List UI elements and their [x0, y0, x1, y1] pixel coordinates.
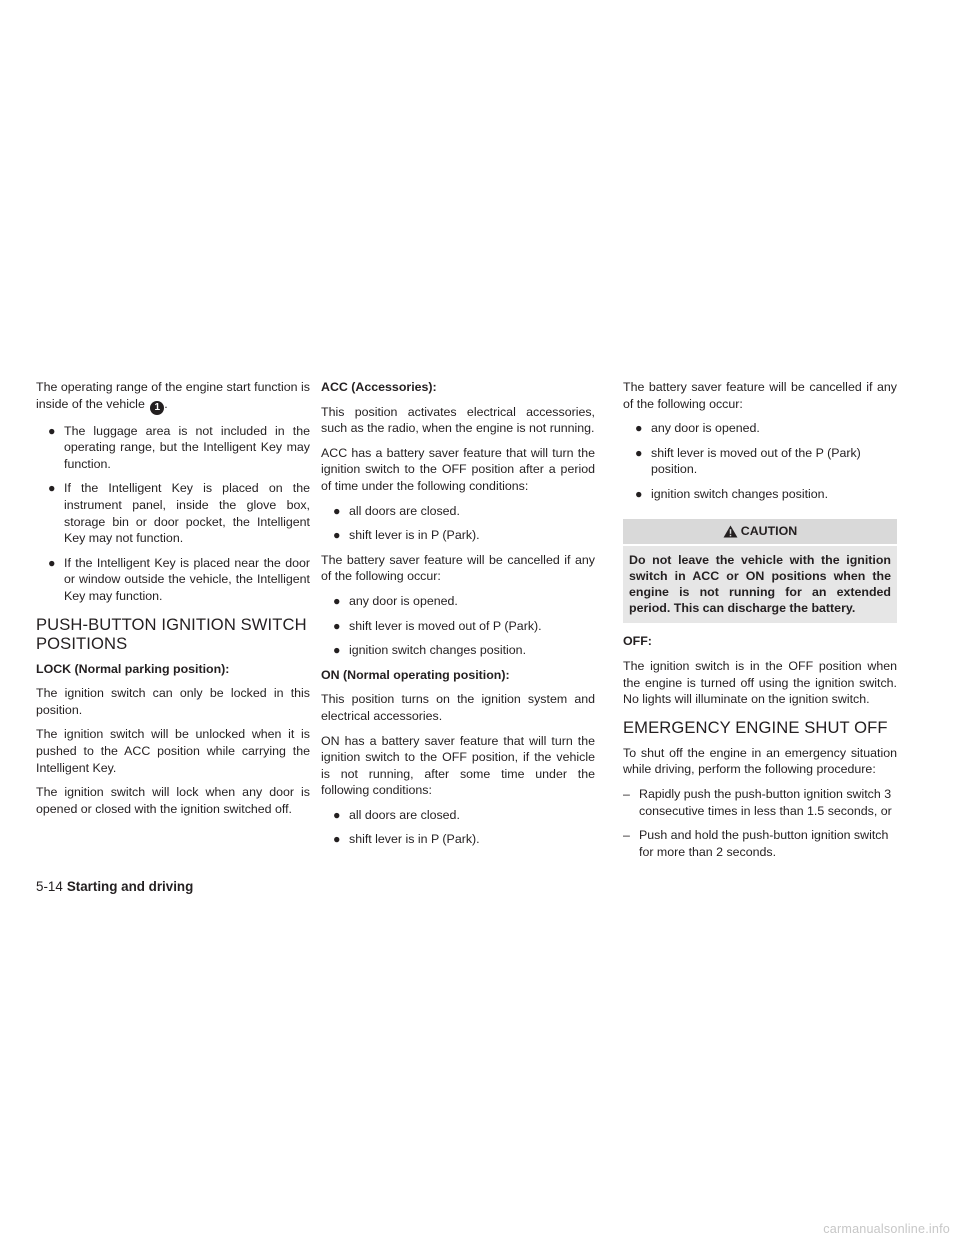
- lock-paragraph: The ignition switch will be unlocked when it is pushed to the ACC position while carrying the Intelligent Key.: [36, 727, 310, 775]
- range-intro-text: The operating range of the engine start function is inside of the vehicle: [36, 380, 310, 411]
- column-middle: [321, 379, 595, 856]
- column-right: [623, 379, 897, 868]
- caution-label: CAUTION: [740, 523, 798, 538]
- list-item: ● shift lever is in P (Park).: [333, 832, 480, 847]
- list-item: ● all doors are closed.: [333, 807, 460, 822]
- range-intro: The operating range of the engine start function is inside of the vehicle 1 .: [36, 380, 310, 413]
- on-paragraph: This position turns on the ignition system and electrical accessories.: [321, 692, 595, 723]
- section-title-ignition-positions: PUSH-BUTTON IGNITION SWITCH POSITIONS: [36, 614, 307, 653]
- warning-triangle-icon: [723, 525, 738, 538]
- off-heading: OFF:: [623, 634, 652, 649]
- bullet-icon: ●: [333, 807, 341, 822]
- bullet-icon: ●: [333, 643, 341, 658]
- section-title-emergency: EMERGENCY ENGINE SHUT OFF: [623, 717, 888, 737]
- section-name: Starting and driving: [66, 879, 194, 894]
- page-footer: [36, 879, 193, 894]
- bullet-icon: ●: [635, 486, 643, 501]
- list-item: ● shift lever is in P (Park).: [333, 528, 480, 543]
- list-item: – Rapidly push the push-button ignition switch 3 consecutive times in less than 1.5 seconds, or: [623, 786, 892, 818]
- watermark: carmanualsonline.info: [823, 1222, 950, 1236]
- lock-paragraph: The ignition switch can only be locked in this position.: [36, 686, 310, 717]
- bullet-icon: ●: [48, 481, 56, 496]
- bullet-icon: ●: [333, 618, 341, 633]
- caution-header: [623, 519, 897, 544]
- list-item: ● The luggage area is not included in the operating range, but the Intelligent Key may function.: [48, 423, 310, 471]
- page-number: 5-14: [36, 879, 63, 894]
- list-item: ● any door is opened.: [635, 421, 760, 436]
- list-item: ● any door is opened.: [333, 593, 458, 608]
- emergency-paragraph: To shut off the engine in an emergency situation while driving, perform the following procedure:: [623, 745, 897, 777]
- list-item: – Push and hold the push-button ignition switch for more than 2 seconds.: [623, 828, 889, 859]
- callout-1-icon: 1: [150, 401, 164, 415]
- bullet-icon: ●: [635, 421, 643, 436]
- lock-paragraph: The ignition switch will lock when any door is opened or closed with the ignition switched off.: [36, 785, 310, 816]
- column-left: [36, 379, 310, 825]
- bullet-icon: ●: [333, 528, 341, 543]
- bullet-icon: ●: [333, 503, 341, 518]
- bullet-icon: ●: [333, 832, 341, 847]
- list-item: ● If the Intelligent Key is placed near the door or window outside the vehicle, the Intelligent Key may function.: [48, 555, 310, 603]
- acc-paragraph: This position activates electrical accessories, such as the radio, when the engine is not running.: [321, 404, 595, 436]
- list-item: ● If the Intelligent Key is placed on the instrument panel, inside the glove box, storage bin or door pocket, the Intelligent Key may not function.: [48, 481, 310, 546]
- list-item: ● shift lever is moved out of P (Park).: [333, 618, 542, 633]
- lock-heading: LOCK (Normal parking position):: [36, 661, 230, 676]
- bullet-icon: ●: [333, 593, 341, 608]
- list-item: ● ignition switch changes position.: [333, 643, 527, 658]
- cancel-intro: The battery saver feature will be cancelled if any of the following occur:: [623, 380, 897, 411]
- on-paragraph: ON has a battery saver feature that will turn the ignition switch to the OFF position, if the vehicle is not running, after some time under the following conditions:: [321, 733, 595, 798]
- dash-icon: –: [623, 828, 630, 843]
- bullet-icon: ●: [48, 555, 56, 570]
- on-heading: ON (Normal operating position):: [321, 667, 510, 682]
- bullet-icon: ●: [635, 445, 643, 460]
- acc-cancel-paragraph: The battery saver feature will be cancelled if any of the following occur:: [321, 552, 595, 584]
- bullet-icon: ●: [48, 423, 56, 438]
- acc-heading: ACC (Accessories):: [321, 380, 437, 394]
- list-item: ● shift lever is moved out of the P (Park) position.: [635, 445, 861, 477]
- acc-paragraph: ACC has a battery saver feature that will turn the ignition switch to the OFF position after a period of time under the following conditions:: [321, 445, 595, 493]
- list-item: ● all doors are closed.: [333, 503, 460, 518]
- off-paragraph: The ignition switch is in the OFF position when the engine is turned off using the ignition switch. No lights will illuminate on the ignition switch.: [623, 658, 897, 707]
- dash-icon: –: [623, 786, 630, 801]
- list-item: ● ignition switch changes position.: [635, 486, 829, 501]
- caution-text: Do not leave the vehicle with the ignition switch in ACC or ON positions when the engine is not running for an extended period. This can discharge the battery.: [623, 546, 897, 624]
